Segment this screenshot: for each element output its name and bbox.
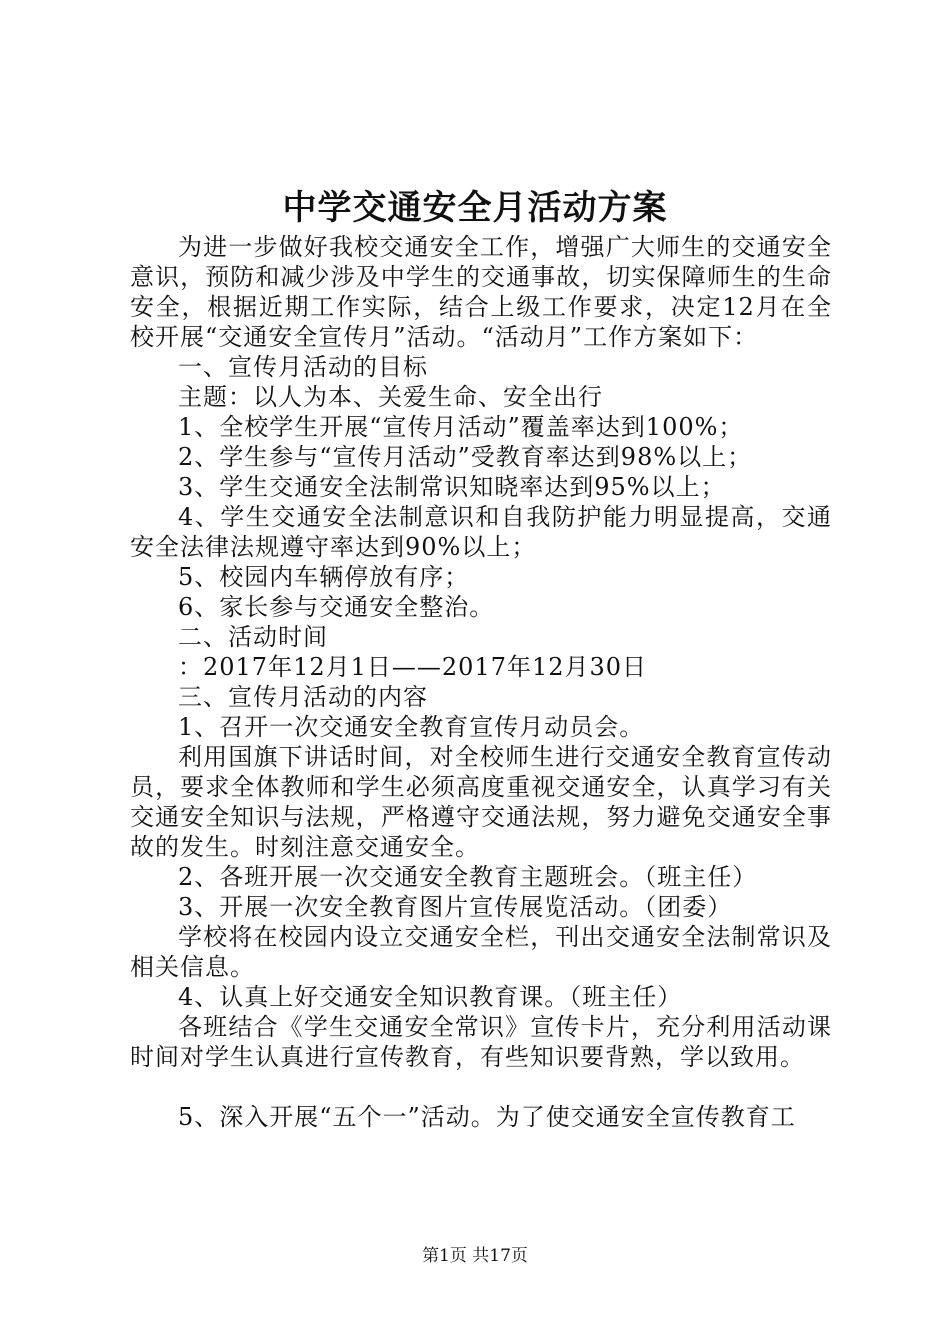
section-heading-goals: 一、宣传月活动的目标 xyxy=(178,353,428,381)
document-title: 中学交通安全月活动方案 xyxy=(282,188,668,228)
goal-item-2: 2、学生参与“宣传月活动”受教育率达到98%以上； xyxy=(178,443,753,471)
paragraph-content-4-detail: 各班结合《学生交通安全常识》宣传卡片，充分利用活动课时间对学生认真进行宣传教育，有些知识要背熟，学以致用。 xyxy=(130,1013,832,1071)
document-body xyxy=(130,232,832,1132)
paragraph-content-1-detail: 利用国旗下讲话时间，对全校师生进行交通安全教育宣传动员，要求全体教师和学生必须高度重视交通安全，认真学习有关交通安全知识与法规，严格遵守交通法规，努力避免交通安全事故的发生。时刻注意交通安全。 xyxy=(130,743,832,861)
section-heading-content: 三、宣传月活动的内容 xyxy=(178,683,428,711)
content-item-4: 4、认真上好交通安全知识教育课。（班主任） xyxy=(178,983,683,1011)
goal-item-1: 1、全校学生开展“宣传月活动”覆盖率达到100%； xyxy=(178,413,744,441)
paragraph-theme: 主题：以人为本、关爱生命、安全出行 xyxy=(178,383,603,411)
paragraph-intro: 为进一步做好我校交通安全工作，增强广大师生的交通安全意识，预防和减少涉及中学生的交通事故，切实保障师生的生命安全，根据近期工作实际，结合上级工作要求，决定12月在全校开展“交通安全宣传月”活动。“活动月”工作方案如下： xyxy=(130,233,832,351)
content-item-3: 3、开展一次安全教育图片宣传展览活动。（团委） xyxy=(178,893,733,921)
page-footer: 第1页 共17页 xyxy=(422,1246,528,1266)
goal-item-6: 6、家长参与交通安全整治。 xyxy=(178,593,495,621)
content-item-5: 5、深入开展“五个一”活动。为了使交通安全宣传教育工 xyxy=(178,1103,796,1131)
paragraph-content-3-detail: 学校将在校园内设立交通安全栏，刊出交通安全法制常识及相关信息。 xyxy=(130,923,832,981)
section-heading-time: 二、活动时间 xyxy=(178,623,328,651)
content-item-2: 2、各班开展一次交通安全教育主题班会。（班主任） xyxy=(178,863,758,891)
goal-item-5: 5、校园内车辆停放有序； xyxy=(178,563,470,591)
content-item-1: 1、召开一次交通安全教育宣传月动员会。 xyxy=(178,713,645,741)
goal-item-4: 4、学生交通安全法制意识和自我防护能力明显提高，交通安全法律法规遵守率达到90%以上； xyxy=(130,503,832,561)
goal-item-3: 3、学生交通安全法制常识知晓率达到95%以上； xyxy=(178,473,726,501)
paragraph-time-range: ：2017年12月1日——2017年12月30日 xyxy=(178,653,648,681)
